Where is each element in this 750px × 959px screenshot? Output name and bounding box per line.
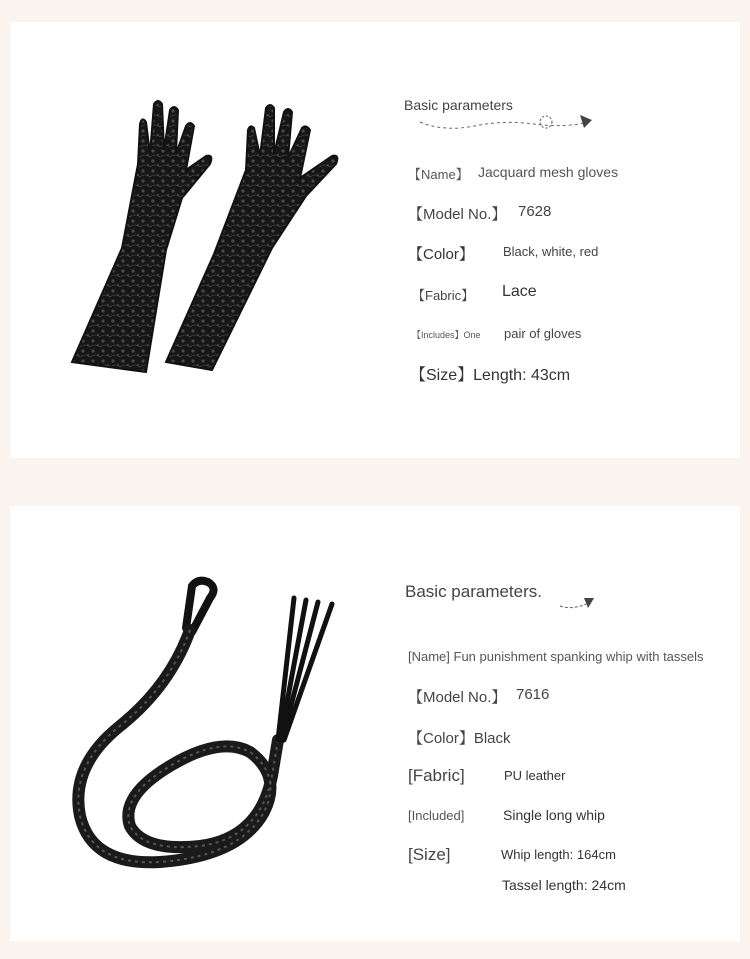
fabric-label: [Fabric] bbox=[408, 766, 465, 785]
model-value: 7628 bbox=[518, 203, 552, 220]
model-label: 【Model No.】 bbox=[408, 206, 507, 223]
includes-value: pair of gloves bbox=[504, 326, 582, 341]
right-glove-shape bbox=[166, 105, 337, 370]
includes-label: 【Includes】One bbox=[412, 330, 481, 340]
product2-heading: Basic parameters. bbox=[405, 582, 542, 601]
color-text: 【Color】Black bbox=[408, 730, 511, 747]
whip-tassels bbox=[278, 598, 332, 740]
gloves-image bbox=[70, 98, 360, 398]
fabric-value: Lace bbox=[502, 283, 537, 300]
name-value: Jacquard mesh gloves bbox=[478, 164, 619, 180]
fabric-value: PU leather bbox=[504, 768, 566, 783]
included-label: [Included] bbox=[408, 808, 465, 823]
included-value: Single long whip bbox=[503, 807, 605, 823]
size-label: [Size] bbox=[408, 845, 451, 864]
fabric-label: 【Fabric】 bbox=[412, 288, 475, 303]
size-text: 【Size】Length: 43cm bbox=[410, 367, 571, 384]
color-value: Black, white, red bbox=[503, 244, 599, 259]
name-text: [Name] Fun punishment spanking whip with tassels bbox=[408, 649, 704, 664]
decorative-arrow bbox=[558, 594, 598, 612]
model-label: 【Model No.】 bbox=[408, 689, 507, 706]
product-card-whip bbox=[10, 506, 740, 941]
size-value-whip: Whip length: 164cm bbox=[501, 847, 616, 862]
size-value-tassel: Tassel length: 24cm bbox=[502, 877, 626, 893]
whip-braided-body bbox=[78, 630, 278, 862]
product-card-gloves bbox=[10, 22, 740, 458]
color-label: 【Color】 bbox=[408, 246, 474, 263]
name-label: 【Name】 bbox=[408, 167, 469, 182]
whip-image bbox=[50, 576, 350, 876]
product1-heading: Basic parameters bbox=[404, 97, 513, 113]
model-value: 7616 bbox=[516, 686, 550, 703]
decorative-squiggle-arrow bbox=[414, 110, 604, 136]
